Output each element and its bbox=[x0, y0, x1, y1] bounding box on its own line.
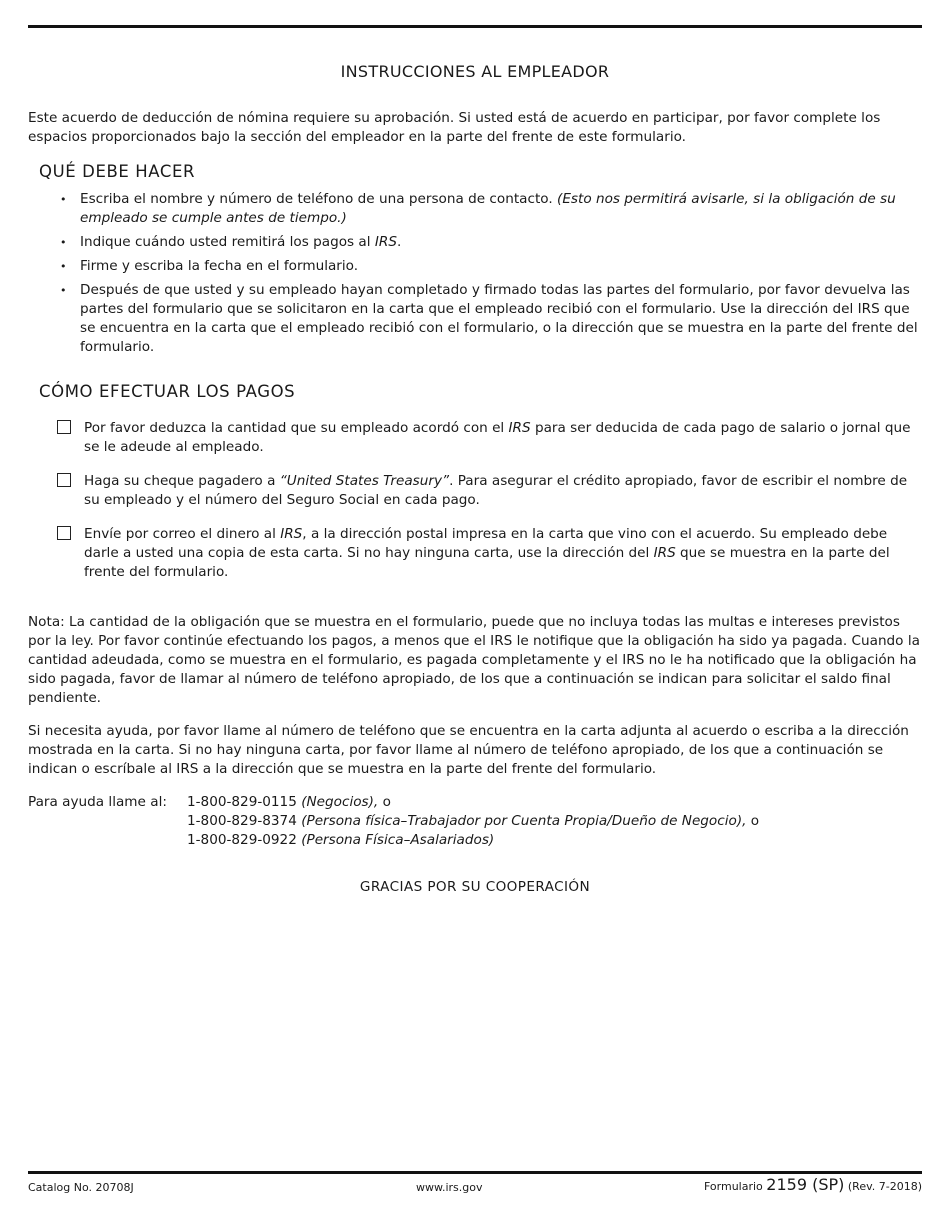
phone-desc: (Persona Física–Asalariados) bbox=[301, 832, 495, 848]
list-item bbox=[60, 233, 922, 252]
form-prefix: Formulario bbox=[703, 1180, 763, 1193]
list-item-text-end: . bbox=[396, 234, 402, 250]
irs-term: IRS bbox=[280, 526, 303, 542]
phone-line bbox=[187, 812, 759, 831]
option-text-middle: , a la dirección postal impresa en la carta que vino con el acuerdo. Su empleado debe darle a usted una copia de esta carta. Si no hay ninguna carta, use la dirección del bbox=[84, 526, 888, 561]
phone-number[interactable]: 1-800-829-8374 bbox=[187, 813, 297, 829]
todo-list bbox=[60, 190, 922, 362]
bullet-icon: • bbox=[60, 284, 67, 297]
section-heading-que-debe-hacer: QUÉ DEBE HACER bbox=[39, 162, 196, 181]
payment-option-mail bbox=[56, 525, 922, 582]
bottom-rule bbox=[28, 1171, 922, 1174]
phone-label: Para ayuda llame al: bbox=[28, 794, 167, 810]
bullet-icon: • bbox=[60, 260, 67, 273]
option-text: Por favor deduzca la cantidad que su empleado acordó con el bbox=[84, 420, 509, 436]
payment-option-check bbox=[56, 472, 922, 510]
phone-line bbox=[187, 831, 494, 850]
form-identifier bbox=[704, 1175, 922, 1194]
list-item bbox=[60, 190, 922, 228]
phone-suffix: o bbox=[378, 794, 391, 810]
list-item-text: Escriba el nombre y número de teléfono de una persona de contacto. bbox=[80, 191, 558, 207]
section-heading-como-efectuar-los-pagos: CÓMO EFECTUAR LOS PAGOS bbox=[39, 382, 296, 401]
bullet-icon: • bbox=[60, 193, 67, 206]
payment-checklist bbox=[56, 419, 922, 597]
option-text: Haga su cheque pagadero a bbox=[84, 473, 280, 489]
note-paragraph: Nota: La cantidad de la obligación que se muestra en el formulario, puede que no incluya todas las multas e intereses previstos por la ley. Por favor continúe efectuando los pagos, a menos que el IRS le notifique que la obligación ha sido ya pagada. Cuando la cantidad adeudada, como se muestra en el formulario, es pagada completamente y el IRS no le ha notificado que la obligación ha sido pagada, favor de llamar al número de teléfono apropiado, de los que a continuación se indican para solicitar el saldo final pendiente. bbox=[28, 614, 920, 706]
list-item bbox=[60, 281, 922, 357]
option-text-end: para ser deducida de cada pago de salario o jornal que se le adeude al empleado. bbox=[84, 420, 911, 455]
payment-option-deduct bbox=[56, 419, 922, 457]
irs-term: IRS bbox=[653, 545, 676, 561]
catalog-number: Catalog No. 20708J bbox=[28, 1181, 134, 1194]
check-payable-checkbox[interactable] bbox=[57, 473, 71, 487]
mail-money-checkbox[interactable] bbox=[57, 526, 71, 540]
form-number: 2159 (SP) bbox=[766, 1175, 845, 1194]
option-text-end: . Para asegurar el crédito apropiado, favor de escribir el nombre de su empleado y el número del Seguro Social en cada pago. bbox=[84, 473, 908, 508]
deduct-checkbox[interactable] bbox=[57, 420, 71, 434]
thanks-message: GRACIAS POR SU COOPERACIÓN bbox=[359, 879, 591, 895]
irs-term: IRS bbox=[508, 420, 531, 436]
list-item-note: (Esto nos permitirá avisarle, si la obligación de su empleado se cumple antes de tiempo.) bbox=[80, 191, 896, 226]
list-item-text: Indique cuándo usted remitirá los pagos al bbox=[80, 234, 375, 250]
phone-line bbox=[187, 793, 391, 812]
page-title: INSTRUCCIONES AL EMPLEADOR bbox=[340, 62, 610, 81]
top-rule bbox=[28, 25, 922, 28]
list-item bbox=[60, 257, 922, 276]
form-revision: (Rev. 7-2018) bbox=[847, 1180, 922, 1193]
treasury-term: “United States Treasury” bbox=[279, 473, 450, 489]
help-paragraph: Si necesita ayuda, por favor llame al número de teléfono que se encuentra en la carta adjunta al acuerdo o escriba a la dirección mostrada en la carta. Si no hay ninguna carta, por favor llame al número de teléfono apropiado, de los que a continuación se indican o escríbale al IRS a la dirección que se muestra en la parte del frente del formulario. bbox=[28, 723, 909, 777]
phone-number[interactable]: 1-800-829-0115 bbox=[187, 794, 297, 810]
list-item-text: Firme y escriba la fecha en el formulario. bbox=[80, 258, 359, 274]
option-text-end: que se muestra en la parte del frente del formulario. bbox=[84, 545, 890, 580]
phone-desc: (Negocios), bbox=[301, 794, 379, 810]
phone-number[interactable]: 1-800-829-0922 bbox=[187, 832, 297, 848]
phone-desc: (Persona física–Trabajador por Cuenta Propia/Dueño de Negocio), bbox=[301, 813, 747, 829]
irs-term: IRS bbox=[374, 234, 397, 250]
phone-suffix: o bbox=[746, 813, 760, 829]
option-text: Envíe por correo el dinero al bbox=[84, 526, 281, 542]
website-link[interactable]: www.irs.gov bbox=[416, 1181, 483, 1194]
list-item-text: Después de que usted y su empleado hayan completado y firmado todas las partes del formulario, por favor devuelva las partes del formulario que se solicitaron en la carta que el empleado recibió con el formulario. Use la dirección del IRS que se encuentra en la carta que el empleado recibió con el formulario, o la dirección que se muestra en la parte del frente del formulario. bbox=[80, 282, 918, 355]
bullet-icon: • bbox=[60, 236, 67, 249]
intro-paragraph: Este acuerdo de deducción de nómina requiere su aprobación. Si usted está de acuerdo en participar, por favor complete los espacios proporcionados bajo la sección del empleador en la parte del frente de este formulario. bbox=[28, 110, 881, 145]
